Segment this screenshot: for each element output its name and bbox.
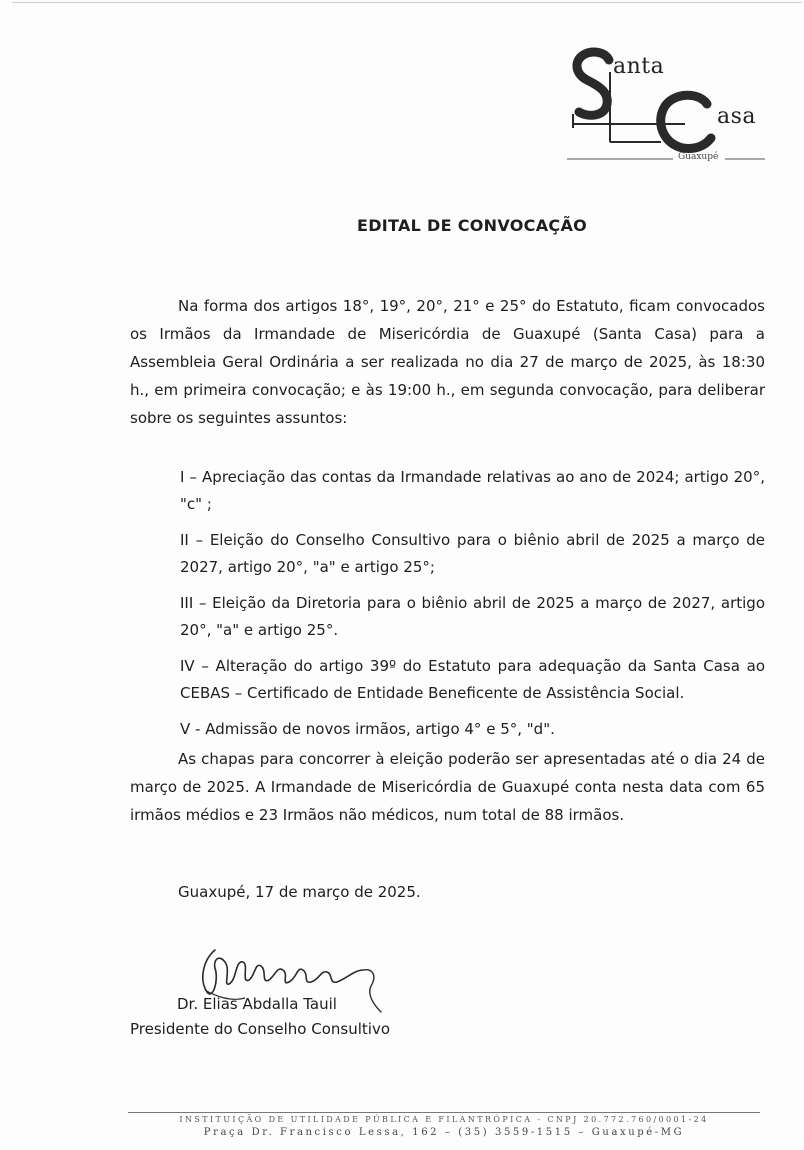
agenda-list	[180, 464, 765, 743]
intro-paragraph: Na forma dos artigos 18°, 19°, 20°, 21° e 25° do Estatuto, ficam convocados os Irmãos da Irmandade de Misericórdia de Guaxupé (Santa Casa) para a Assembleia Geral Ordinária a ser realizada no dia 27 de março de 2025, às 18:30 h., em primeira convocação; e às 19:00 h., em segunda convocação, para deliberar sobre os seguintes assuntos:	[130, 297, 765, 427]
santa-casa-logo	[565, 42, 770, 177]
logo-city: Guaxupé	[678, 152, 719, 162]
top-edge-line	[12, 2, 802, 3]
date-line: Guaxupé, 17 de março de 2025.	[178, 883, 421, 901]
footer-divider	[128, 1112, 760, 1113]
agenda-item-2: II – Eleição do Conselho Consultivo para o biênio abril de 2025 a março de 2027, artigo 20°, "a" e artigo 25°;	[180, 531, 765, 576]
footer-address-line: Praça Dr. Francisco Lessa, 162 – (35) 3559-1515 – Guaxupé-MG	[203, 1127, 685, 1138]
signer-name: Dr. Elias Abdalla Tauil	[177, 995, 337, 1013]
closing-paragraph: As chapas para concorrer à eleição poderão ser apresentadas até o dia 24 de março de 2025. A Irmandade de Misericórdia de Guaxupé conta nesta data com 65 irmãos médios e 23 Irmãos não médicos, num total de 88 irmãos.	[130, 750, 765, 824]
footer-institution-line: INSTITUIÇÃO DE UTILIDADE PÚBLICA E FILANTRÓPICA - CNPJ 20.772.760/0001-24	[179, 1115, 709, 1124]
agenda-item-4: IV – Alteração do artigo 39º do Estatuto para adequação da Santa Casa ao CEBAS – Certificado de Entidade Beneficente de Assistência Social.	[180, 657, 765, 702]
agenda-item-3: III – Eleição da Diretoria para o biênio abril de 2025 a março de 2027, artigo 20°, "a" e artigo 25°.	[180, 594, 765, 639]
agenda-item-1: I – Apreciação das contas da Irmandade relativas ao ano de 2024; artigo 20°, "c" ;	[180, 468, 765, 513]
document-title: EDITAL DE CONVOCAÇÃO	[356, 216, 588, 235]
logo-word-santa: anta	[613, 54, 665, 79]
agenda-item-5: V - Admissão de novos irmãos, artigo 4° e 5°, "d".	[180, 720, 555, 738]
signer-role: Presidente do Conselho Consultivo	[130, 1020, 391, 1038]
logo-word-casa: asa	[717, 104, 757, 129]
